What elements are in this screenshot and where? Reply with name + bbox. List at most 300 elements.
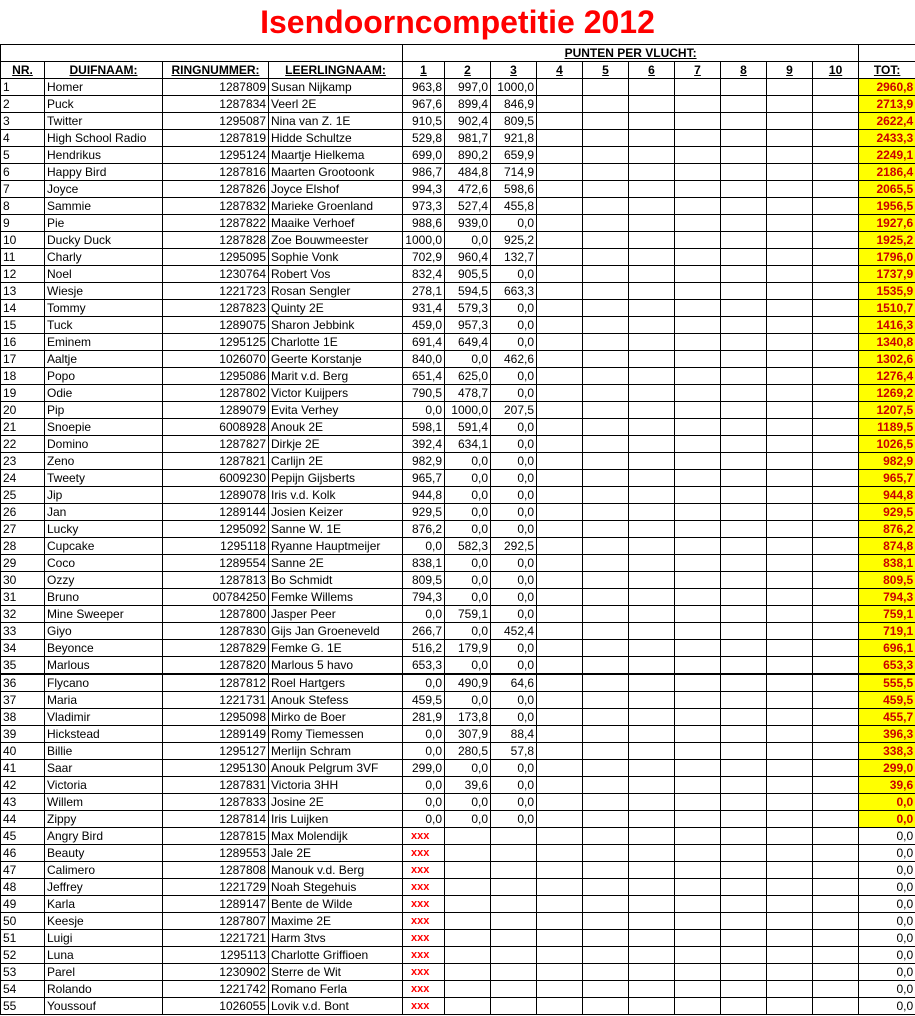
flight-score-empty <box>767 147 813 164</box>
flight-score-empty <box>813 504 859 521</box>
total-score: 982,9 <box>859 453 915 470</box>
pigeon-name: Odie <box>45 385 163 402</box>
flight-score-empty <box>767 692 813 709</box>
student-name: Bo Schmidt <box>269 572 403 589</box>
flight-score-empty <box>537 385 583 402</box>
flight-score: 910,5 <box>403 113 445 130</box>
row-nr: 9 <box>1 215 45 232</box>
total-score: 1956,5 <box>859 198 915 215</box>
flight-score-empty <box>813 96 859 113</box>
pigeon-name: Angry Bird <box>45 828 163 845</box>
flight-score-empty <box>675 402 721 419</box>
flight-score-empty <box>767 470 813 487</box>
flight-score: 0,0 <box>403 606 445 623</box>
flight-score-empty <box>583 487 629 504</box>
flight-score: 840,0 <box>403 351 445 368</box>
total-score: 1925,2 <box>859 232 915 249</box>
pigeon-name: Billie <box>45 743 163 760</box>
flight-score: 598,6 <box>491 181 537 198</box>
flight-score-empty <box>537 402 583 419</box>
flight-score-empty <box>813 385 859 402</box>
flight-score-empty <box>583 436 629 453</box>
flight-score-empty <box>813 419 859 436</box>
row-nr: 20 <box>1 402 45 419</box>
flight-score-empty <box>767 589 813 606</box>
flight-score-empty <box>629 487 675 504</box>
flight-score-empty <box>583 879 629 896</box>
row-nr: 53 <box>1 964 45 981</box>
flight-score-empty <box>629 709 675 726</box>
flight-score-empty <box>767 538 813 555</box>
student-name: Anouk Stefess <box>269 692 403 709</box>
flight-score-empty <box>721 436 767 453</box>
flight-score-empty <box>767 198 813 215</box>
flight-score-empty <box>537 640 583 657</box>
flight-score-empty <box>629 845 675 862</box>
flight-score: 0,0 <box>491 470 537 487</box>
ring-number: 1295098 <box>163 709 269 726</box>
student-name: Maarten Grootoonk <box>269 164 403 181</box>
ring-number: 1287813 <box>163 572 269 589</box>
flight-score-empty <box>675 147 721 164</box>
flight-score-empty <box>813 794 859 811</box>
flight-score: 392,4 <box>403 436 445 453</box>
flight-score: 0,0 <box>491 504 537 521</box>
total-score: 1416,3 <box>859 317 915 334</box>
flight-score: 0,0 <box>445 794 491 811</box>
pigeon-name: Zeno <box>45 453 163 470</box>
flight-score-empty <box>675 470 721 487</box>
table-row <box>1 96 915 113</box>
flight-score: 925,2 <box>491 232 537 249</box>
flight-score-empty <box>721 470 767 487</box>
table-row <box>1 334 915 351</box>
flight-score-missing: xxx <box>403 879 445 896</box>
student-name: Susan Nijkamp <box>269 79 403 96</box>
ring-number: 1287832 <box>163 198 269 215</box>
total-score: 1796,0 <box>859 249 915 266</box>
flight-score: 39,6 <box>445 777 491 794</box>
flight-score-empty <box>721 640 767 657</box>
flight-score-empty <box>491 828 537 845</box>
pigeon-name: Noel <box>45 266 163 283</box>
flight-score-empty <box>675 640 721 657</box>
flight-score: 0,0 <box>491 453 537 470</box>
flight-score-empty <box>629 419 675 436</box>
total-score: 1510,7 <box>859 300 915 317</box>
flight-score: 890,2 <box>445 147 491 164</box>
total-score: 719,1 <box>859 623 915 640</box>
flight-score: 0,0 <box>445 453 491 470</box>
pigeon-name: Ducky Duck <box>45 232 163 249</box>
flight-score-empty <box>537 674 583 692</box>
flight-score: 973,3 <box>403 198 445 215</box>
table-row <box>1 930 915 947</box>
student-name: Josine 2E <box>269 794 403 811</box>
ring-number: 1289079 <box>163 402 269 419</box>
flight-score-empty <box>813 555 859 572</box>
flight-score-empty <box>675 777 721 794</box>
student-name: Dirkje 2E <box>269 436 403 453</box>
flight-score: 1000,0 <box>491 79 537 96</box>
total-score: 1026,5 <box>859 436 915 453</box>
flight-score-empty <box>767 606 813 623</box>
total-score: 0,0 <box>859 794 915 811</box>
flight-score-empty <box>491 896 537 913</box>
flight-score: 0,0 <box>491 521 537 538</box>
flight-score-empty <box>675 555 721 572</box>
table-row <box>1 947 915 964</box>
total-score: 874,8 <box>859 538 915 555</box>
flight-score-empty <box>445 913 491 930</box>
flight-score: 838,1 <box>403 555 445 572</box>
ring-number: 6008928 <box>163 419 269 436</box>
student-name: Pepijn Gijsberts <box>269 470 403 487</box>
flight-score-empty <box>445 947 491 964</box>
flight-score-empty <box>767 79 813 96</box>
flight-score-empty <box>721 130 767 147</box>
row-nr: 17 <box>1 351 45 368</box>
flight-score-empty <box>445 862 491 879</box>
total-score: 1269,2 <box>859 385 915 402</box>
row-nr: 15 <box>1 317 45 334</box>
flight-score-empty <box>537 555 583 572</box>
student-name: Merlijn Schram <box>269 743 403 760</box>
flight-score-empty <box>537 164 583 181</box>
row-nr: 52 <box>1 947 45 964</box>
flight-score-empty <box>537 760 583 777</box>
table-row <box>1 147 915 164</box>
table-row <box>1 555 915 572</box>
flight-score: 0,0 <box>491 487 537 504</box>
table-row <box>1 521 915 538</box>
table-row <box>1 215 915 232</box>
total-score: 338,3 <box>859 743 915 760</box>
pigeon-name: Giyo <box>45 623 163 640</box>
flight-score-empty <box>767 777 813 794</box>
flight-score-empty <box>721 794 767 811</box>
row-nr: 16 <box>1 334 45 351</box>
row-nr: 41 <box>1 760 45 777</box>
flight-score-empty <box>721 674 767 692</box>
flight-score-empty <box>445 930 491 947</box>
flight-score-empty <box>675 674 721 692</box>
flight-score-empty <box>767 317 813 334</box>
flight-score-empty <box>675 657 721 675</box>
flight-score-empty <box>813 300 859 317</box>
flight-score-empty <box>675 862 721 879</box>
flight-score-empty <box>583 947 629 964</box>
pigeon-name: High School Radio <box>45 130 163 147</box>
total-score: 39,6 <box>859 777 915 794</box>
pigeon-name: Beyonce <box>45 640 163 657</box>
ring-number: 1289144 <box>163 504 269 521</box>
table-row <box>1 113 915 130</box>
row-nr: 31 <box>1 589 45 606</box>
student-name: Geerte Korstanje <box>269 351 403 368</box>
flight-score-empty <box>721 232 767 249</box>
flight-score-empty <box>583 606 629 623</box>
flight-score-empty <box>537 436 583 453</box>
flight-score: 478,7 <box>445 385 491 402</box>
flight-score-empty <box>813 726 859 743</box>
row-nr: 6 <box>1 164 45 181</box>
flight-score-empty <box>721 283 767 300</box>
table-row <box>1 743 915 760</box>
flight-score-empty <box>675 368 721 385</box>
row-nr: 27 <box>1 521 45 538</box>
table-row <box>1 317 915 334</box>
total-score: 0,0 <box>859 896 915 913</box>
pigeon-name: Hickstead <box>45 726 163 743</box>
flight-score: 0,0 <box>445 572 491 589</box>
flight-score: 986,7 <box>403 164 445 181</box>
flight-score-empty <box>629 266 675 283</box>
total-score: 965,7 <box>859 470 915 487</box>
flight-score: 582,3 <box>445 538 491 555</box>
student-name: Max Molendijk <box>269 828 403 845</box>
flight-score-empty <box>537 743 583 760</box>
ring-number: 1295127 <box>163 743 269 760</box>
flight-score: 653,3 <box>403 657 445 675</box>
ring-number: 1026070 <box>163 351 269 368</box>
flight-score-empty <box>583 147 629 164</box>
flight-score-empty <box>675 538 721 555</box>
student-name: Jale 2E <box>269 845 403 862</box>
pigeon-name: Bruno <box>45 589 163 606</box>
flight-score-empty <box>629 164 675 181</box>
flight-score-empty <box>813 589 859 606</box>
flight-score-empty <box>813 964 859 981</box>
pigeon-name: Beauty <box>45 845 163 862</box>
flight-score-empty <box>675 709 721 726</box>
flight-score: 651,4 <box>403 368 445 385</box>
flight-score: 0,0 <box>491 794 537 811</box>
flight-score-empty <box>813 998 859 1015</box>
flight-score-empty <box>721 692 767 709</box>
table-row <box>1 811 915 828</box>
row-nr: 51 <box>1 930 45 947</box>
flight-score-empty <box>767 521 813 538</box>
flight-score-missing: xxx <box>403 998 445 1015</box>
flight-score-empty <box>629 640 675 657</box>
student-name: Josien Keizer <box>269 504 403 521</box>
flight-score-empty <box>629 436 675 453</box>
flight-score-empty <box>537 981 583 998</box>
ring-number: 1287831 <box>163 777 269 794</box>
ring-number: 1289078 <box>163 487 269 504</box>
flight-score-empty <box>583 998 629 1015</box>
flight-score-empty <box>445 896 491 913</box>
flight-score-empty <box>491 845 537 862</box>
flight-score-missing: xxx <box>403 828 445 845</box>
flight-score: 663,3 <box>491 283 537 300</box>
pigeon-name: Vladimir <box>45 709 163 726</box>
row-nr: 11 <box>1 249 45 266</box>
flight-score-empty <box>629 981 675 998</box>
flight-score-empty <box>721 930 767 947</box>
flight-score-empty <box>629 879 675 896</box>
table-row <box>1 300 915 317</box>
ring-number: 1287802 <box>163 385 269 402</box>
flight-score-empty <box>629 317 675 334</box>
flight-score-empty <box>813 640 859 657</box>
student-name: Evita Verhey <box>269 402 403 419</box>
flight-score: 579,3 <box>445 300 491 317</box>
total-score: 929,5 <box>859 504 915 521</box>
row-nr: 28 <box>1 538 45 555</box>
flight-score: 0,0 <box>445 232 491 249</box>
ring-number: 1287828 <box>163 232 269 249</box>
flight-score-empty <box>813 487 859 504</box>
student-name: Jasper Peer <box>269 606 403 623</box>
ring-number: 1289149 <box>163 726 269 743</box>
total-score: 0,0 <box>859 964 915 981</box>
student-name: Femke G. 1E <box>269 640 403 657</box>
pigeon-name: Happy Bird <box>45 164 163 181</box>
ring-number: 1287812 <box>163 674 269 692</box>
flight-score-empty <box>813 760 859 777</box>
col-header-flight-6: 6 <box>629 62 675 79</box>
flight-score-empty <box>721 760 767 777</box>
flight-score-empty <box>583 470 629 487</box>
table-row <box>1 896 915 913</box>
flight-score-empty <box>721 998 767 1015</box>
flight-score-empty <box>721 964 767 981</box>
flight-score-empty <box>675 930 721 947</box>
flight-score-empty <box>629 828 675 845</box>
flight-score: 997,0 <box>445 79 491 96</box>
table-row <box>1 198 915 215</box>
flight-score-empty <box>721 198 767 215</box>
student-name: Zoe Bouwmeester <box>269 232 403 249</box>
flight-score-empty <box>629 623 675 640</box>
row-nr: 43 <box>1 794 45 811</box>
flight-score-empty <box>813 113 859 130</box>
student-name: Sharon Jebbink <box>269 317 403 334</box>
flight-score: 832,4 <box>403 266 445 283</box>
flight-score-empty <box>767 368 813 385</box>
flight-score-empty <box>537 572 583 589</box>
flight-score-empty <box>675 385 721 402</box>
flight-score-empty <box>767 845 813 862</box>
row-nr: 47 <box>1 862 45 879</box>
flight-score-empty <box>629 777 675 794</box>
flight-score-empty <box>813 777 859 794</box>
flight-score-empty <box>537 657 583 675</box>
flight-score-empty <box>583 521 629 538</box>
flight-score: 0,0 <box>445 589 491 606</box>
flight-score-empty <box>629 504 675 521</box>
flight-score: 0,0 <box>403 811 445 828</box>
row-nr: 23 <box>1 453 45 470</box>
flight-score: 0,0 <box>445 657 491 675</box>
table-row <box>1 79 915 96</box>
pigeon-name: Eminem <box>45 334 163 351</box>
flight-score-empty <box>767 623 813 640</box>
row-nr: 29 <box>1 555 45 572</box>
ring-number: 1287809 <box>163 79 269 96</box>
row-nr: 25 <box>1 487 45 504</box>
ring-number: 1289075 <box>163 317 269 334</box>
flight-score: 899,4 <box>445 96 491 113</box>
flight-score-empty <box>767 351 813 368</box>
flight-score-empty <box>675 419 721 436</box>
table-row <box>1 572 915 589</box>
student-name: Maxime 2E <box>269 913 403 930</box>
student-name: Maaike Verhoef <box>269 215 403 232</box>
table-row <box>1 828 915 845</box>
row-nr: 3 <box>1 113 45 130</box>
flight-score-empty <box>721 828 767 845</box>
flight-score-empty <box>583 538 629 555</box>
total-score: 838,1 <box>859 555 915 572</box>
flight-score-empty <box>675 760 721 777</box>
pigeon-name: Sammie <box>45 198 163 215</box>
flight-score: 0,0 <box>491 334 537 351</box>
flight-score-empty <box>813 164 859 181</box>
flight-score: 759,1 <box>445 606 491 623</box>
flight-score: 0,0 <box>445 811 491 828</box>
pigeon-name: Pip <box>45 402 163 419</box>
flight-score-empty <box>767 913 813 930</box>
table-row <box>1 249 915 266</box>
pigeon-name: Keesje <box>45 913 163 930</box>
student-name: Sophie Vonk <box>269 249 403 266</box>
total-score: 455,7 <box>859 709 915 726</box>
flight-score-empty <box>675 79 721 96</box>
flight-score-empty <box>813 521 859 538</box>
flight-score-empty <box>675 453 721 470</box>
flight-score-empty <box>537 964 583 981</box>
flight-score: 88,4 <box>491 726 537 743</box>
flight-score-empty <box>491 930 537 947</box>
total-score: 1276,4 <box>859 368 915 385</box>
student-name: Charlotte Griffioen <box>269 947 403 964</box>
flight-score-empty <box>537 538 583 555</box>
student-name: Romano Ferla <box>269 981 403 998</box>
flight-score: 0,0 <box>491 317 537 334</box>
flight-score: 691,4 <box>403 334 445 351</box>
pigeon-name: Lucky <box>45 521 163 538</box>
flight-score-empty <box>583 130 629 147</box>
pigeon-name: Flycano <box>45 674 163 692</box>
table-row <box>1 760 915 777</box>
flight-score-empty <box>583 79 629 96</box>
ring-number: 1295118 <box>163 538 269 555</box>
ring-number: 1221729 <box>163 879 269 896</box>
flight-score-empty <box>537 351 583 368</box>
flight-score-empty <box>629 998 675 1015</box>
flight-score-empty <box>583 113 629 130</box>
row-nr: 45 <box>1 828 45 845</box>
table-row <box>1 283 915 300</box>
flight-score-empty <box>675 351 721 368</box>
flight-score: 0,0 <box>491 368 537 385</box>
flight-score-empty <box>767 828 813 845</box>
row-nr: 13 <box>1 283 45 300</box>
flight-score: 516,2 <box>403 640 445 657</box>
flight-score-empty <box>675 743 721 760</box>
total-score: 2960,8 <box>859 79 915 96</box>
flight-score-empty <box>721 317 767 334</box>
flight-score: 132,7 <box>491 249 537 266</box>
row-nr: 40 <box>1 743 45 760</box>
flight-score-empty <box>813 249 859 266</box>
pigeon-name: Victoria <box>45 777 163 794</box>
flight-score: 64,6 <box>491 674 537 692</box>
flight-score-missing: xxx <box>403 947 445 964</box>
